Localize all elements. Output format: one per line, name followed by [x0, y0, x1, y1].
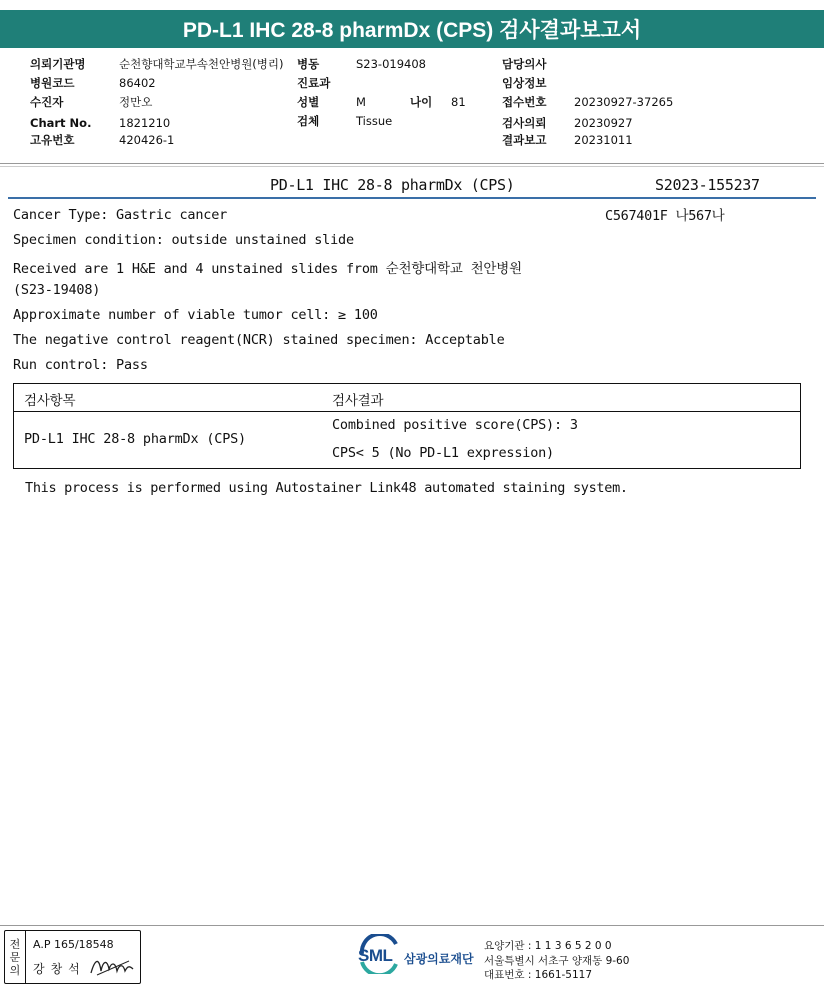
address: 서울특별시 서초구 양재동 9-60	[484, 955, 630, 967]
request-date-label: 검사의뢰	[502, 116, 547, 130]
institution-value: 순천향대학교부속천안병원(병리)	[119, 57, 284, 71]
col-item-header: 검사항목	[24, 393, 76, 409]
logo-text: SML	[358, 946, 393, 965]
sex-label: 성별	[297, 95, 320, 109]
process-footnote: This process is performed using Autostainer Link48 automated staining system.	[25, 480, 628, 496]
clinical-info-label: 임상정보	[502, 76, 547, 90]
hospital-code-value: 86402	[119, 76, 156, 90]
specimen-code: C567401F 나567나	[605, 208, 725, 224]
unique-no-label: 고유번호	[30, 133, 75, 147]
test-item-cell: PD-L1 IHC 28-8 pharmDx (CPS)	[24, 431, 246, 447]
phone-number: 대표번호 : 1661-5117	[484, 969, 593, 981]
specimen-label: 검체	[297, 114, 320, 128]
report-title: PD-L1 IHC 28-8 pharmDx (CPS) 검사결과보고서	[0, 10, 824, 48]
institution-label: 의뢰기관명	[30, 57, 86, 71]
signature-icon	[89, 953, 135, 979]
organization-name: 삼광의료재단	[404, 952, 474, 966]
age-value: 81	[451, 95, 466, 109]
col-result-header: 검사결과	[332, 393, 384, 409]
ward-value: S23-019408	[356, 57, 426, 71]
age-label: 나이	[410, 95, 433, 109]
pathologist-label-char: 문	[9, 950, 21, 964]
unique-no-value: 420426-1	[119, 133, 175, 147]
result-table	[13, 383, 801, 469]
pathologist-label	[5, 931, 26, 983]
footer-divider	[0, 925, 824, 926]
receipt-no-label: 접수번호	[502, 95, 547, 109]
test-title: PD-L1 IHC 28-8 pharmDx (CPS)	[270, 176, 515, 194]
result-table-header	[14, 384, 800, 412]
report-date-label: 결과보고	[502, 133, 547, 147]
institution-code: 요양기관 : 1 1 3 6 5 2 0 0	[484, 940, 612, 952]
pathologist-stamp	[4, 930, 141, 984]
header-divider	[0, 163, 824, 164]
chart-no-label: Chart No.	[30, 116, 92, 130]
specimen-value: Tissue	[356, 114, 393, 128]
header-divider-secondary	[0, 166, 824, 167]
report-date-value: 20231011	[574, 133, 633, 147]
patient-value: 정만오	[119, 95, 153, 109]
section-divider	[8, 197, 816, 199]
ncr-line: The negative control reagent(NCR) stained specimen: Acceptable	[13, 332, 505, 348]
dept-label: 진료과	[297, 76, 331, 90]
cancer-type-line: Cancer Type: Gastric cancer	[13, 207, 228, 223]
pathologist-name: 강창석	[33, 962, 86, 976]
receipt-no-value: 20230927-37265	[574, 95, 674, 109]
ward-label: 병동	[297, 57, 320, 71]
request-date-value: 20230927	[574, 116, 633, 130]
chart-no-value: 1821210	[119, 116, 171, 130]
run-control-line: Run control: Pass	[13, 357, 148, 373]
physician-label: 담당의사	[502, 57, 547, 71]
ap-number: A.P 165/18548	[33, 938, 114, 951]
received-id-line: (S23-19408)	[13, 282, 101, 298]
received-line: Received are 1 H&E and 4 unstained slides from 순천향대학교 천안병원	[13, 261, 522, 277]
cps-score-cell: Combined positive score(CPS): 3	[332, 417, 578, 433]
tumor-cell-line: Approximate number of viable tumor cell: ≥ 100	[13, 307, 378, 323]
pathologist-label-char: 전	[9, 937, 21, 951]
cps-interpretation-cell: CPS< 5 (No PD-L1 expression)	[332, 445, 554, 461]
pathologist-label-char: 의	[9, 963, 21, 977]
test-code: S2023-155237	[655, 176, 760, 194]
sex-value: M	[356, 95, 366, 109]
specimen-condition-line: Specimen condition: outside unstained slide	[13, 232, 354, 248]
patient-label: 수진자	[30, 95, 64, 109]
hospital-code-label: 병원코드	[30, 76, 75, 90]
